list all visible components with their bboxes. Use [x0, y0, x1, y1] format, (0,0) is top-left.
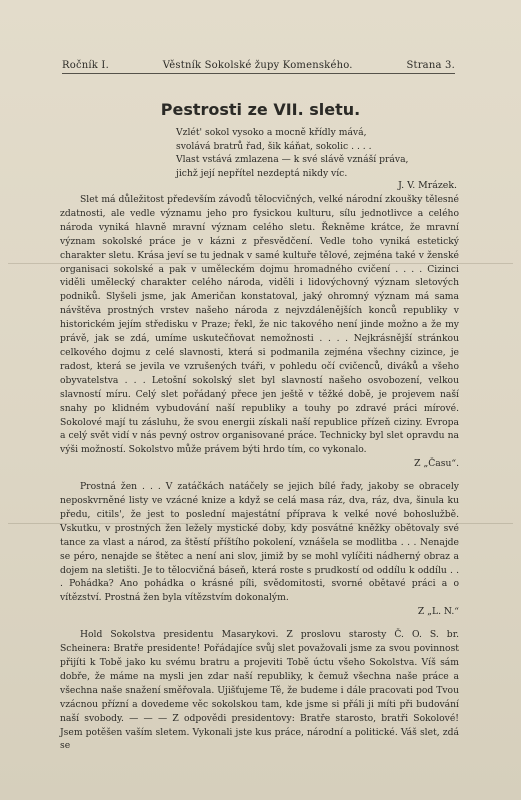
poem-line: jichž její nepřítel nezdeptá nikdy víc.	[176, 167, 348, 179]
article-body	[60, 193, 459, 753]
paragraph-text: Slet má důležitost především závodů tělocvičných, velké národní zkoušky tělesné zdatnosti, ale vedle významu jeho pro fysickou kulturu, sílu jednotlivce a celého národa vyniká hlavně mravní význam celého sletu. Řekněme krátce, že mravní význam sokolské práce je v kázni z přesvědčení. Vedle toho vyniká estetický charakter sletu. Krása jeví se tu jednak v samé kultuře tělové, zejména také v ženské organisaci sokolské a pak v uměleckém dojmu hromadného cvičení . . . . Cizinci viděli umělecký charakter celého národa, viděli i lidovýchovný význam sletových podniků. Slyšeli jsme, jak Američan konstatoval, jaký ohromný význam má sama návštěva prostných vrstev našeho národa z nejvzdálenějších konců republiky v historickém jejím středisku v Praze; řekl, že nic takového není jinde možno a že my právě, jak se zdá, umíme uskutečňovat nemožnosti . . . . Nejkrásnější stránkou celkového dojmu z celé slavnosti, která si podmanila zejména všechny cizince, je radost, která se jevila ve vzrušených tváři, v pohledu očí cvičenců, diváků a všeho obyvatelstva . . . Letošní sokolský slet byl slavností našeho osvobození, velkou slavností míru. Celý slet pořádaný přece jen ještě v těžké době, je projevem naší snahy po klidném vybudování naší republiky a touhy po zdravé práci mírové. Sokolové mají tu zásluhu, že svou energii získali naší republice přízeň ciziny. Evropa a celý svět vidí v nás pevný ostrov organisované práce. Technicky byl slet opravdu na výši možností. Sokolstvo může právem býti hrdo tím, co vykonalo.	[60, 194, 459, 456]
page-number: Strana 3.	[406, 60, 455, 71]
journal-name: Věstník Sokolské župy Komenského.	[162, 60, 353, 71]
volume-label: Ročník I.	[62, 60, 109, 71]
poem-line: Vlast vstává zmlazena — k své slávě vznáší práva,	[176, 154, 409, 166]
paragraph-text: Prostná žen . . . V zatáčkách natáčely se jejich bílé řady, jakoby se obracely neposkvrněné listy ve vzácné knize a když se celá masa ráz, dva, ráz, dva, šinula ku předu, citils', že jest to poslední majestátní příprava k velké nové bohoslužbě. Vskutku, v prostných žen ležely mystické doby, kdy posvátné kněžky obětovaly své tance za vlast a národ, za štěstí příštího pokolení, vznášela se modlitba . . . Nenajde se péro, nenajde se štětec a není ani slov, jimiž by se mohl vylíčiti nádherný obraz a dojem na sletišti. Je to tělocvičná báseň, která roste s prudkostí od oddílu k oddílu . . . Pohádka? Ano pohádka o krásné píli, svědomitosti, svorné obětavé práci a o vítězství. Prostná žen byla vítězstvím dokonalým.	[60, 481, 459, 604]
poem-line: Vzlét' sokol vysoko a mocně křídly mává,	[176, 127, 367, 138]
paragraph	[60, 628, 459, 753]
poem-epigraph	[176, 126, 408, 180]
poem-line: svolává bratrů řad, šik káňat, sokolic . . . .	[176, 140, 372, 152]
paragraph	[60, 193, 459, 471]
running-header	[62, 60, 455, 74]
article-title: Pestrosti ze VII. sletu.	[160, 100, 361, 119]
paragraph	[60, 480, 459, 619]
paragraph-text: Hold Sokolstva presidentu Masarykovi. Z proslovu starosty Č. O. S. br. Scheinera: Bratře presidente! Pořádajíce svůj slet považovali jsme za svou povinnost přijíti k Tobě jako ku svému bratru a projeviti Tobě úctu všeho Sokolstva. Víš sám dobře, že máme na mysli jen zdar naší republiky, k čemuž všechna naše práce a všechna naše snažení směřovala. Ujišťujeme Tě, že budeme i dále pracovati pod Tvou vzácnou přízní a dovedeme věc sokolskou tam, kde jsme si přáli ji míti při budování naší svobody. — — — Z odpovědi presidentovy: Bratře starosto, bratři Sokolové! Jsem potěšen vaším sletem. Vykonali jste kus práce, národní a politické. Váš slet, zdá se	[60, 629, 459, 752]
source-signature: Z „L. N.“	[417, 606, 459, 618]
source-signature: Z „Času“.	[414, 458, 459, 470]
poem-author: J. V. Mrázek.	[398, 180, 457, 191]
